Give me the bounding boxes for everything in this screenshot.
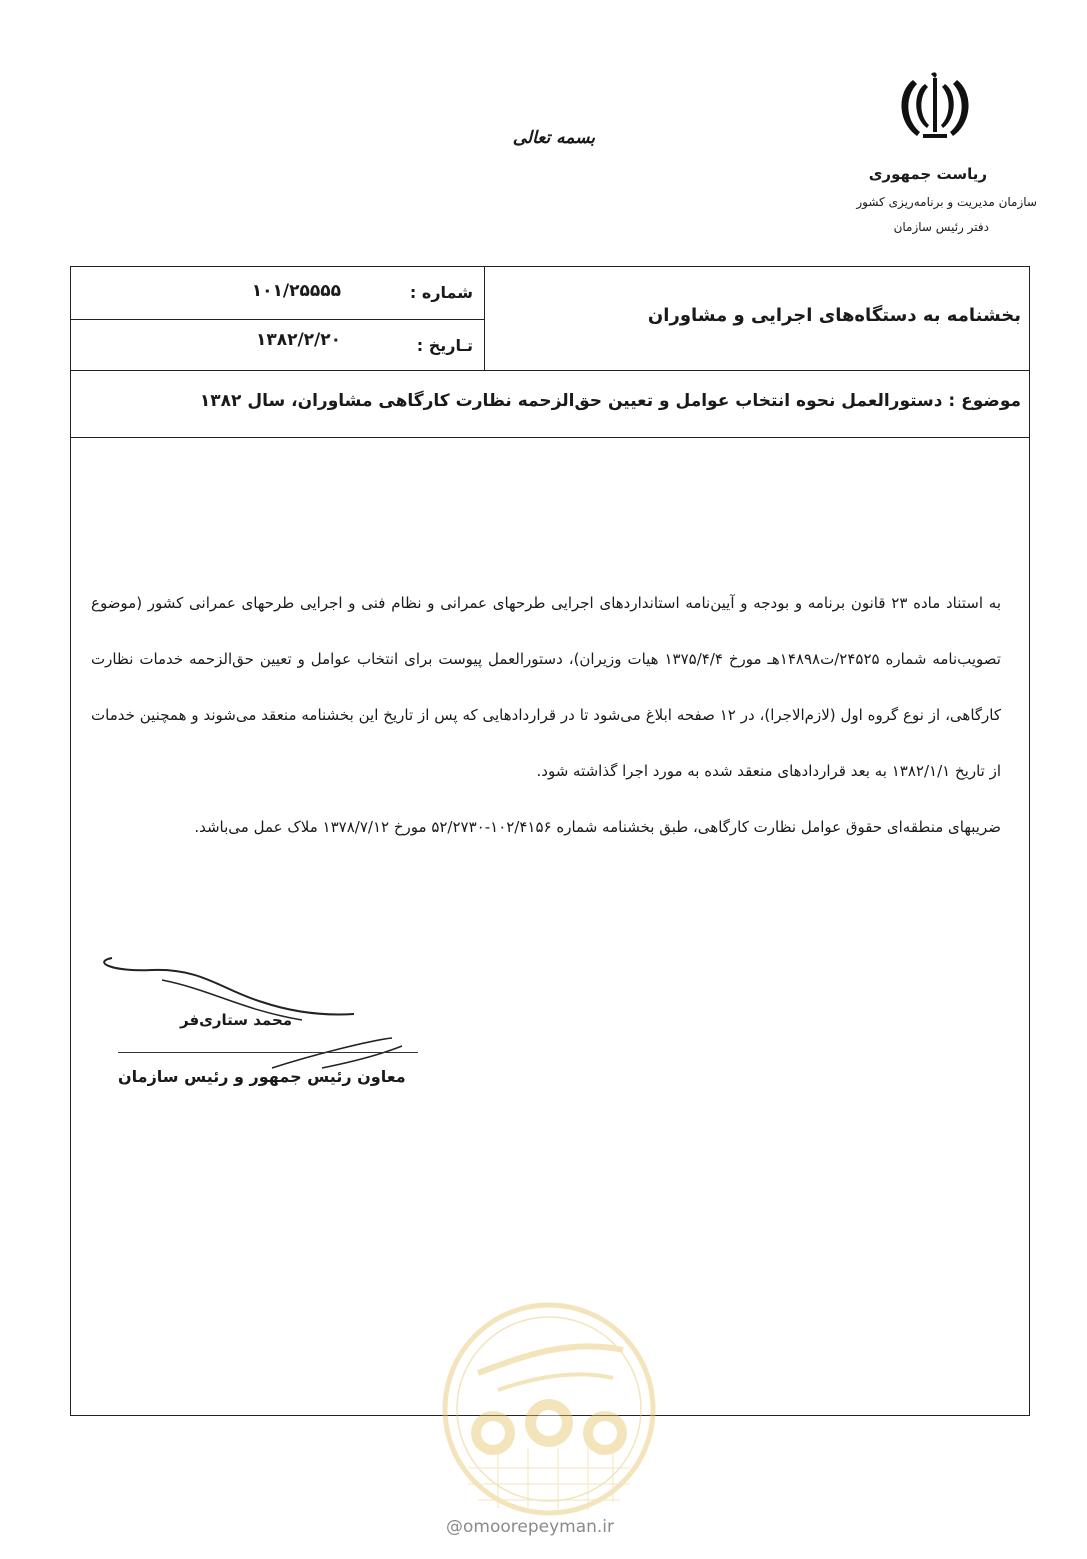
letter-date: ۱۳۸۲/۲/۲۰ — [255, 330, 341, 350]
recipient: بخشنامه به دستگاه‌های اجرایی و مشاوران — [647, 305, 1021, 326]
date-label: تـاریخ : — [416, 336, 473, 355]
meta-divider — [484, 266, 485, 370]
office-name: دفتر رئیس سازمان — [893, 220, 989, 234]
body-paragraph: به استناد ماده ۲۳ قانون برنامه و بودجه و آیین‌نامه استانداردهای اجرایی طرحهای عمرانی و نظام فنی و اجرایی طرحهای عمرانی کشور (موضوع تصویب‌نامه شماره ۲۴۵۲۵/ت۱۴۸۹۸هـ مورخ ۱۳۷۵/۴/۴ هیات وزیران)، دستورالعمل پیوست برای انتخاب عوامل و تعیین حق‌الزحمه خدمات نظارت کارگاهی، از نوع گروه اول (لازم‌الاجرا)، در ۱۲ صفحه ابلاغ می‌شود تا در قراردادهایی که پس از تاریخ این بخشنامه منعقد می‌شوند و همچنین خدمات از تاریخ ۱۳۸۲/۱/۱ به بعد قراردادهای منعقد شده به مورد اجرا گذاشته شود. — [91, 594, 1001, 780]
subject-line: موضوع : دستورالعمل نحوه انتخاب عوامل و تعیین حق‌الزحمه نظارت کارگاهی مشاوران، سال ۱۳۸۲ — [199, 391, 1021, 411]
subject-divider — [70, 437, 1030, 438]
meta-row-divider — [70, 319, 484, 320]
header-divider — [70, 370, 1030, 371]
omoore-peyman-seal-icon — [438, 1298, 660, 1520]
letter-number: ۱۰۱/۲۵۵۵۵ — [251, 281, 341, 301]
iran-emblem-icon — [893, 70, 977, 142]
organization-subtitle: سازمان مدیریت و برنامه‌ریزی کشور — [856, 195, 1037, 209]
footer-handle: @omoorepeyman.ir — [446, 1517, 615, 1537]
signer-title: معاون رئیس جمهور و رئیس سازمان — [118, 1067, 406, 1086]
body-paragraph: ضریبهای منطقه‌ای حقوق عوامل نظارت کارگاهی، طبق بخشنامه شماره ۱۰۲/۴۱۵۶-۵۲/۲۷۳۰ مورخ ۱۳۷۸/۷/۱۲ ملاک عمل می‌باشد. — [194, 818, 1001, 836]
signature-rule — [118, 1052, 418, 1053]
number-label: شماره : — [409, 283, 473, 302]
basmala: بسمه تعالی — [512, 128, 595, 148]
organization-name: ریاست جمهوری — [868, 165, 987, 183]
letter-body — [91, 575, 1001, 855]
signer-name: محمد ستاری‌فر — [180, 1011, 293, 1029]
